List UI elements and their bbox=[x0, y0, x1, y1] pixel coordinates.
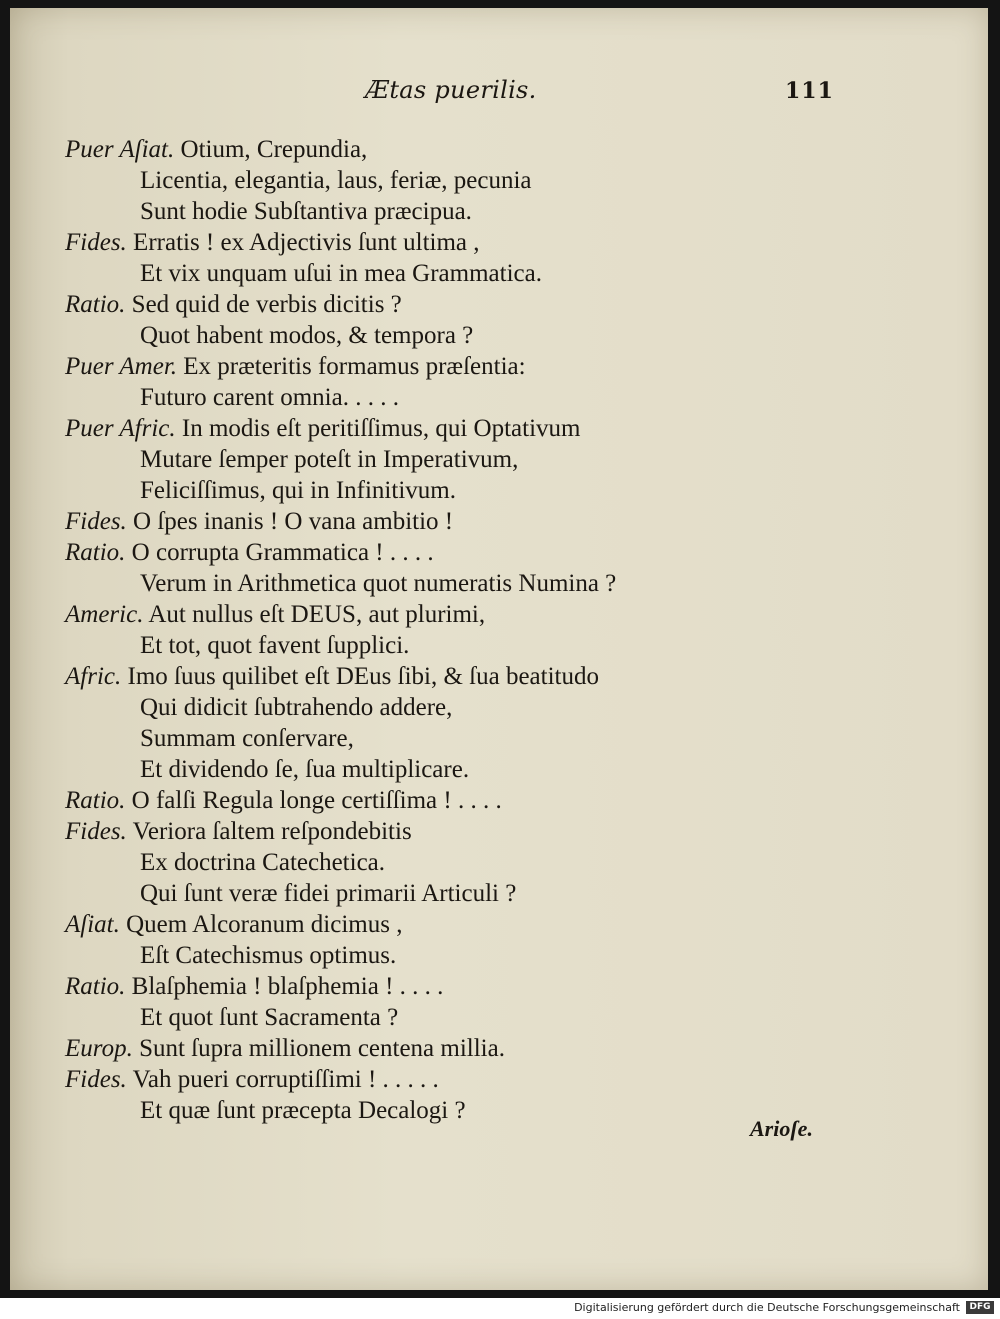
line-text: Summam conſervare, bbox=[140, 725, 354, 752]
line-text: Eſt Catechismus optimus. bbox=[140, 942, 397, 969]
line-text: O falſi Regula longe certiſſima ! . . . . bbox=[125, 787, 502, 814]
speaker-label: Aſiat. bbox=[65, 911, 120, 938]
speaker-label: Ratio. bbox=[65, 787, 126, 814]
speaker-label: Puer Afric. bbox=[65, 415, 176, 442]
line-text: Sed quid de verbis dicitis ? bbox=[125, 291, 402, 318]
text-line bbox=[140, 755, 469, 785]
line-text: Mutare ſemper poteſt in Imperativum, bbox=[140, 446, 519, 473]
speaker-label: Ratio. bbox=[65, 291, 126, 318]
speaker-label: Fides. bbox=[65, 229, 127, 256]
text-line bbox=[140, 1096, 466, 1126]
line-text: Veriora ſaltem reſpondebitis bbox=[126, 818, 412, 845]
text-line bbox=[140, 1003, 398, 1033]
text-line bbox=[140, 693, 452, 723]
text-line bbox=[65, 290, 402, 320]
text-line bbox=[65, 135, 367, 165]
text-line bbox=[65, 352, 526, 382]
speaker-label: Americ. bbox=[65, 601, 144, 628]
line-text: In modis eſt peritiſſimus, qui Optativum bbox=[175, 415, 581, 442]
line-text: Quem Alcoranum dicimus , bbox=[119, 911, 403, 938]
line-text: Et dividendo ſe, ſua multiplicare. bbox=[140, 756, 470, 783]
line-text: Ex præteritis formamus præſentia: bbox=[177, 353, 526, 380]
line-text: O corrupta Grammatica ! . . . . bbox=[125, 539, 434, 566]
text-line bbox=[65, 600, 485, 630]
speaker-label: Fides. bbox=[65, 818, 127, 845]
line-text: Qui didicit ſubtrahendo addere, bbox=[140, 694, 453, 721]
line-text: Blaſphemia ! blaſphemia ! . . . . bbox=[125, 973, 444, 1000]
text-line bbox=[140, 383, 399, 413]
text-line bbox=[140, 321, 473, 351]
speaker-label: Puer Amer. bbox=[65, 353, 178, 380]
text-line bbox=[140, 569, 616, 599]
text-line bbox=[65, 507, 453, 537]
text-line bbox=[140, 166, 532, 196]
text-line bbox=[140, 445, 518, 475]
text-line bbox=[65, 1065, 439, 1095]
text-line bbox=[140, 259, 542, 289]
speaker-label: Fides. bbox=[65, 508, 127, 535]
text-line bbox=[140, 197, 472, 227]
line-text: Licentia, elegantia, laus, feriæ, pecunia bbox=[140, 167, 532, 194]
speaker-label: Europ. bbox=[65, 1035, 133, 1062]
speaker-label: Ratio. bbox=[65, 973, 126, 1000]
text-line bbox=[65, 817, 412, 847]
line-text: Et tot, quot favent ſupplici. bbox=[140, 632, 410, 659]
footer-credit: Digitalisierung gefördert durch die Deutsche Forschungsgemeinschaft bbox=[574, 1301, 960, 1314]
text-line bbox=[65, 414, 580, 444]
line-text: Qui ſunt veræ fidei primarii Articuli ? bbox=[140, 880, 517, 907]
line-text: Feliciſſimus, qui in Infinitivum. bbox=[140, 477, 456, 504]
text-line bbox=[140, 941, 396, 971]
text-line bbox=[140, 724, 354, 754]
catchword: Arioſe. bbox=[750, 1116, 813, 1141]
text-line bbox=[140, 879, 516, 909]
speaker-label: Ratio. bbox=[65, 539, 126, 566]
line-text: Et quæ ſunt præcepta Decalogi ? bbox=[140, 1097, 466, 1124]
footer-bar bbox=[0, 1298, 1000, 1319]
text-line bbox=[65, 538, 434, 568]
line-text: Et quot ſunt Sacramenta ? bbox=[140, 1004, 399, 1031]
line-text: Imo ſuus quilibet eſt DEus ſibi, & ſua beatitudo bbox=[121, 663, 599, 690]
running-head: Ætas puerilis. bbox=[365, 76, 537, 104]
dfg-logo: DFG bbox=[966, 1301, 994, 1314]
line-text: Aut nullus eſt DEUS, aut plurimi, bbox=[143, 601, 486, 628]
text-line bbox=[65, 786, 502, 816]
line-text: O ſpes inanis ! O vana ambitio ! bbox=[126, 508, 454, 535]
line-text: Futuro carent omnia. . . . . bbox=[140, 384, 399, 411]
speaker-label: Puer Aſiat. bbox=[65, 136, 175, 163]
line-text: Sunt ſupra millionem centena millia. bbox=[132, 1035, 505, 1062]
line-text: Vah pueri corruptiſſimi ! . . . . . bbox=[126, 1066, 439, 1093]
text-line bbox=[140, 848, 385, 878]
speaker-label: Afric. bbox=[65, 663, 122, 690]
text-line bbox=[140, 476, 456, 506]
line-text: Erratis ! ex Adjectivis ſunt ultima , bbox=[126, 229, 480, 256]
text-line bbox=[65, 1034, 505, 1064]
text-line bbox=[65, 910, 402, 940]
text-line bbox=[65, 662, 599, 692]
text-line bbox=[65, 972, 443, 1002]
line-text: Sunt hodie Subſtantiva præcipua. bbox=[140, 198, 472, 225]
book-page bbox=[10, 8, 988, 1290]
line-text: Ex doctrina Catechetica. bbox=[140, 849, 386, 876]
text-line bbox=[65, 228, 480, 258]
line-text: Quot habent modos, & tempora ? bbox=[140, 322, 474, 349]
page-number: 111 bbox=[785, 78, 834, 104]
line-text: Et vix unquam uſui in mea Grammatica. bbox=[140, 260, 542, 287]
line-text: Verum in Arithmetica quot numeratis Numina ? bbox=[140, 570, 617, 597]
line-text: Otium, Crepundia, bbox=[174, 136, 368, 163]
text-line bbox=[140, 631, 409, 661]
speaker-label: Fides. bbox=[65, 1066, 127, 1093]
